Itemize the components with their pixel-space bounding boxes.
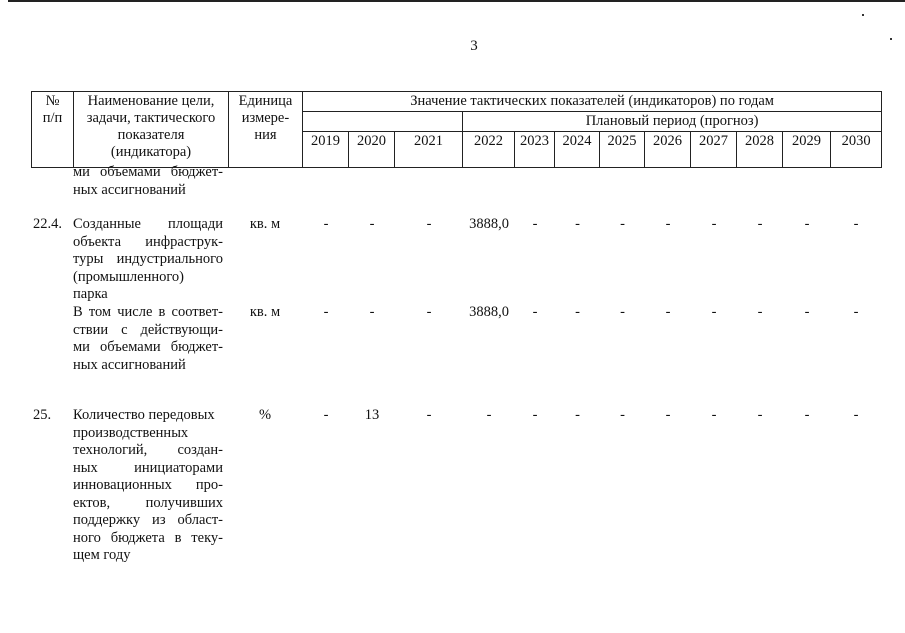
value-cell: - xyxy=(532,304,538,320)
value-cell: - xyxy=(665,407,671,423)
value-cell: - xyxy=(426,304,432,320)
indicator-name-line: производственных xyxy=(73,424,189,441)
header-name-line: задачи, тактического xyxy=(86,110,216,126)
indicator-name-line: (промышленного) xyxy=(73,268,185,285)
indicator-name-line: ствии с действующи- xyxy=(73,321,223,338)
indicator-name-line: туры индустриального xyxy=(73,251,223,267)
header-year: 2025 xyxy=(600,132,645,168)
header-year: 2024 xyxy=(555,132,600,168)
indicator-name-line: ектов, получивших xyxy=(73,494,223,511)
value-cell: - xyxy=(620,216,625,232)
value-cell: - xyxy=(369,216,375,232)
value-cell: - xyxy=(323,304,329,320)
value-cell: - xyxy=(757,407,763,423)
indicator-name xyxy=(73,407,223,565)
indicator-name-line: Созданные площади xyxy=(73,216,223,232)
value-cell: - xyxy=(804,407,810,423)
value-cell: - xyxy=(532,216,538,232)
value-cell: - xyxy=(620,407,625,423)
header-year: 2029 xyxy=(783,132,831,168)
value-cell: 13 xyxy=(364,407,380,423)
indicator-name xyxy=(73,216,223,304)
indicator-name-line: В том числе в соответ- xyxy=(73,304,223,320)
header-year: 2026 xyxy=(645,132,691,168)
indicator-name-line: парка xyxy=(73,286,108,302)
row-number: 22.4. xyxy=(33,216,62,232)
value-cell: - xyxy=(575,216,580,232)
value-cell: - xyxy=(665,304,671,320)
header-num xyxy=(32,92,74,168)
page-number: 3 xyxy=(470,38,478,54)
header-unit-line: измере- xyxy=(241,110,290,126)
value-cell: - xyxy=(486,407,492,423)
indicator-name-line: технологий, создан- xyxy=(73,442,223,458)
indicator-name-line: Количество передовых xyxy=(73,407,215,423)
unit-cell: % xyxy=(258,407,272,423)
value-cell: - xyxy=(853,216,859,232)
indicator-name-line: ми объемами бюджет- xyxy=(73,164,223,180)
header-group-title: Значение тактических показателей (индикаторов) по годам xyxy=(303,92,882,112)
value-cell: - xyxy=(426,407,432,423)
indicator-table-header xyxy=(31,91,882,168)
header-year: 2030 xyxy=(831,132,882,168)
header-name xyxy=(74,92,229,168)
value-cell: - xyxy=(711,216,717,232)
indicator-name-line: ми объемами бюджет- xyxy=(73,339,223,355)
header-year: 2027 xyxy=(691,132,737,168)
header-year: 2023 xyxy=(515,132,555,168)
header-name-line: (индикатора) xyxy=(110,144,192,160)
value-cell: - xyxy=(323,407,329,423)
header-unit-line: Единица xyxy=(238,93,293,109)
header-year: 2019 xyxy=(303,132,349,168)
row-number: 25. xyxy=(33,407,52,423)
scan-speck xyxy=(862,14,864,16)
value-cell: - xyxy=(711,304,717,320)
value-cell: - xyxy=(804,216,810,232)
value-cell: - xyxy=(323,216,329,232)
header-year: 2028 xyxy=(737,132,783,168)
indicator-name xyxy=(73,164,223,199)
value-cell: - xyxy=(757,216,763,232)
header-unit xyxy=(229,92,303,168)
value-cell: - xyxy=(369,304,375,320)
indicator-name-line: поддержку из област- xyxy=(73,512,223,528)
header-plan-title: Плановый период (прогноз) xyxy=(463,112,882,132)
indicator-name xyxy=(73,304,223,374)
value-cell: - xyxy=(575,407,580,423)
header-spacer xyxy=(303,112,463,132)
header-year: 2021 xyxy=(395,132,463,168)
value-cell: - xyxy=(711,407,717,423)
indicator-name-line: ных ассигнований xyxy=(73,356,186,373)
value-cell: - xyxy=(532,407,538,423)
indicator-name-line: инновационных про- xyxy=(73,477,223,493)
indicator-name-line: ных ассигнований xyxy=(73,181,186,198)
header-year: 2020 xyxy=(349,132,395,168)
value-cell: - xyxy=(757,304,763,320)
unit-cell: кв. м xyxy=(249,216,281,232)
value-cell: - xyxy=(426,216,432,232)
value-cell: 3888,0 xyxy=(469,216,509,232)
header-num-line: п/п xyxy=(42,110,63,126)
indicator-name-line: щем году xyxy=(73,547,131,563)
header-year: 2022 xyxy=(463,132,515,168)
header-num-line: № xyxy=(45,93,60,109)
value-cell: - xyxy=(665,216,671,232)
header-unit-line: ния xyxy=(254,127,277,143)
unit-cell: кв. м xyxy=(249,304,281,320)
value-cell: - xyxy=(620,304,625,320)
scan-top-edge xyxy=(8,0,905,2)
value-cell: - xyxy=(853,304,859,320)
header-name-line: Наименование цели, xyxy=(87,93,215,109)
value-cell: - xyxy=(853,407,859,423)
value-cell: 3888,0 xyxy=(469,304,509,320)
indicator-name-line: ных инициаторами xyxy=(73,459,223,476)
value-cell: - xyxy=(804,304,810,320)
indicator-name-line: объекта инфраструк- xyxy=(73,233,223,250)
indicator-name-line: ного бюджета в теку- xyxy=(73,529,223,546)
header-name-line: показателя xyxy=(117,127,185,143)
value-cell: - xyxy=(575,304,580,320)
